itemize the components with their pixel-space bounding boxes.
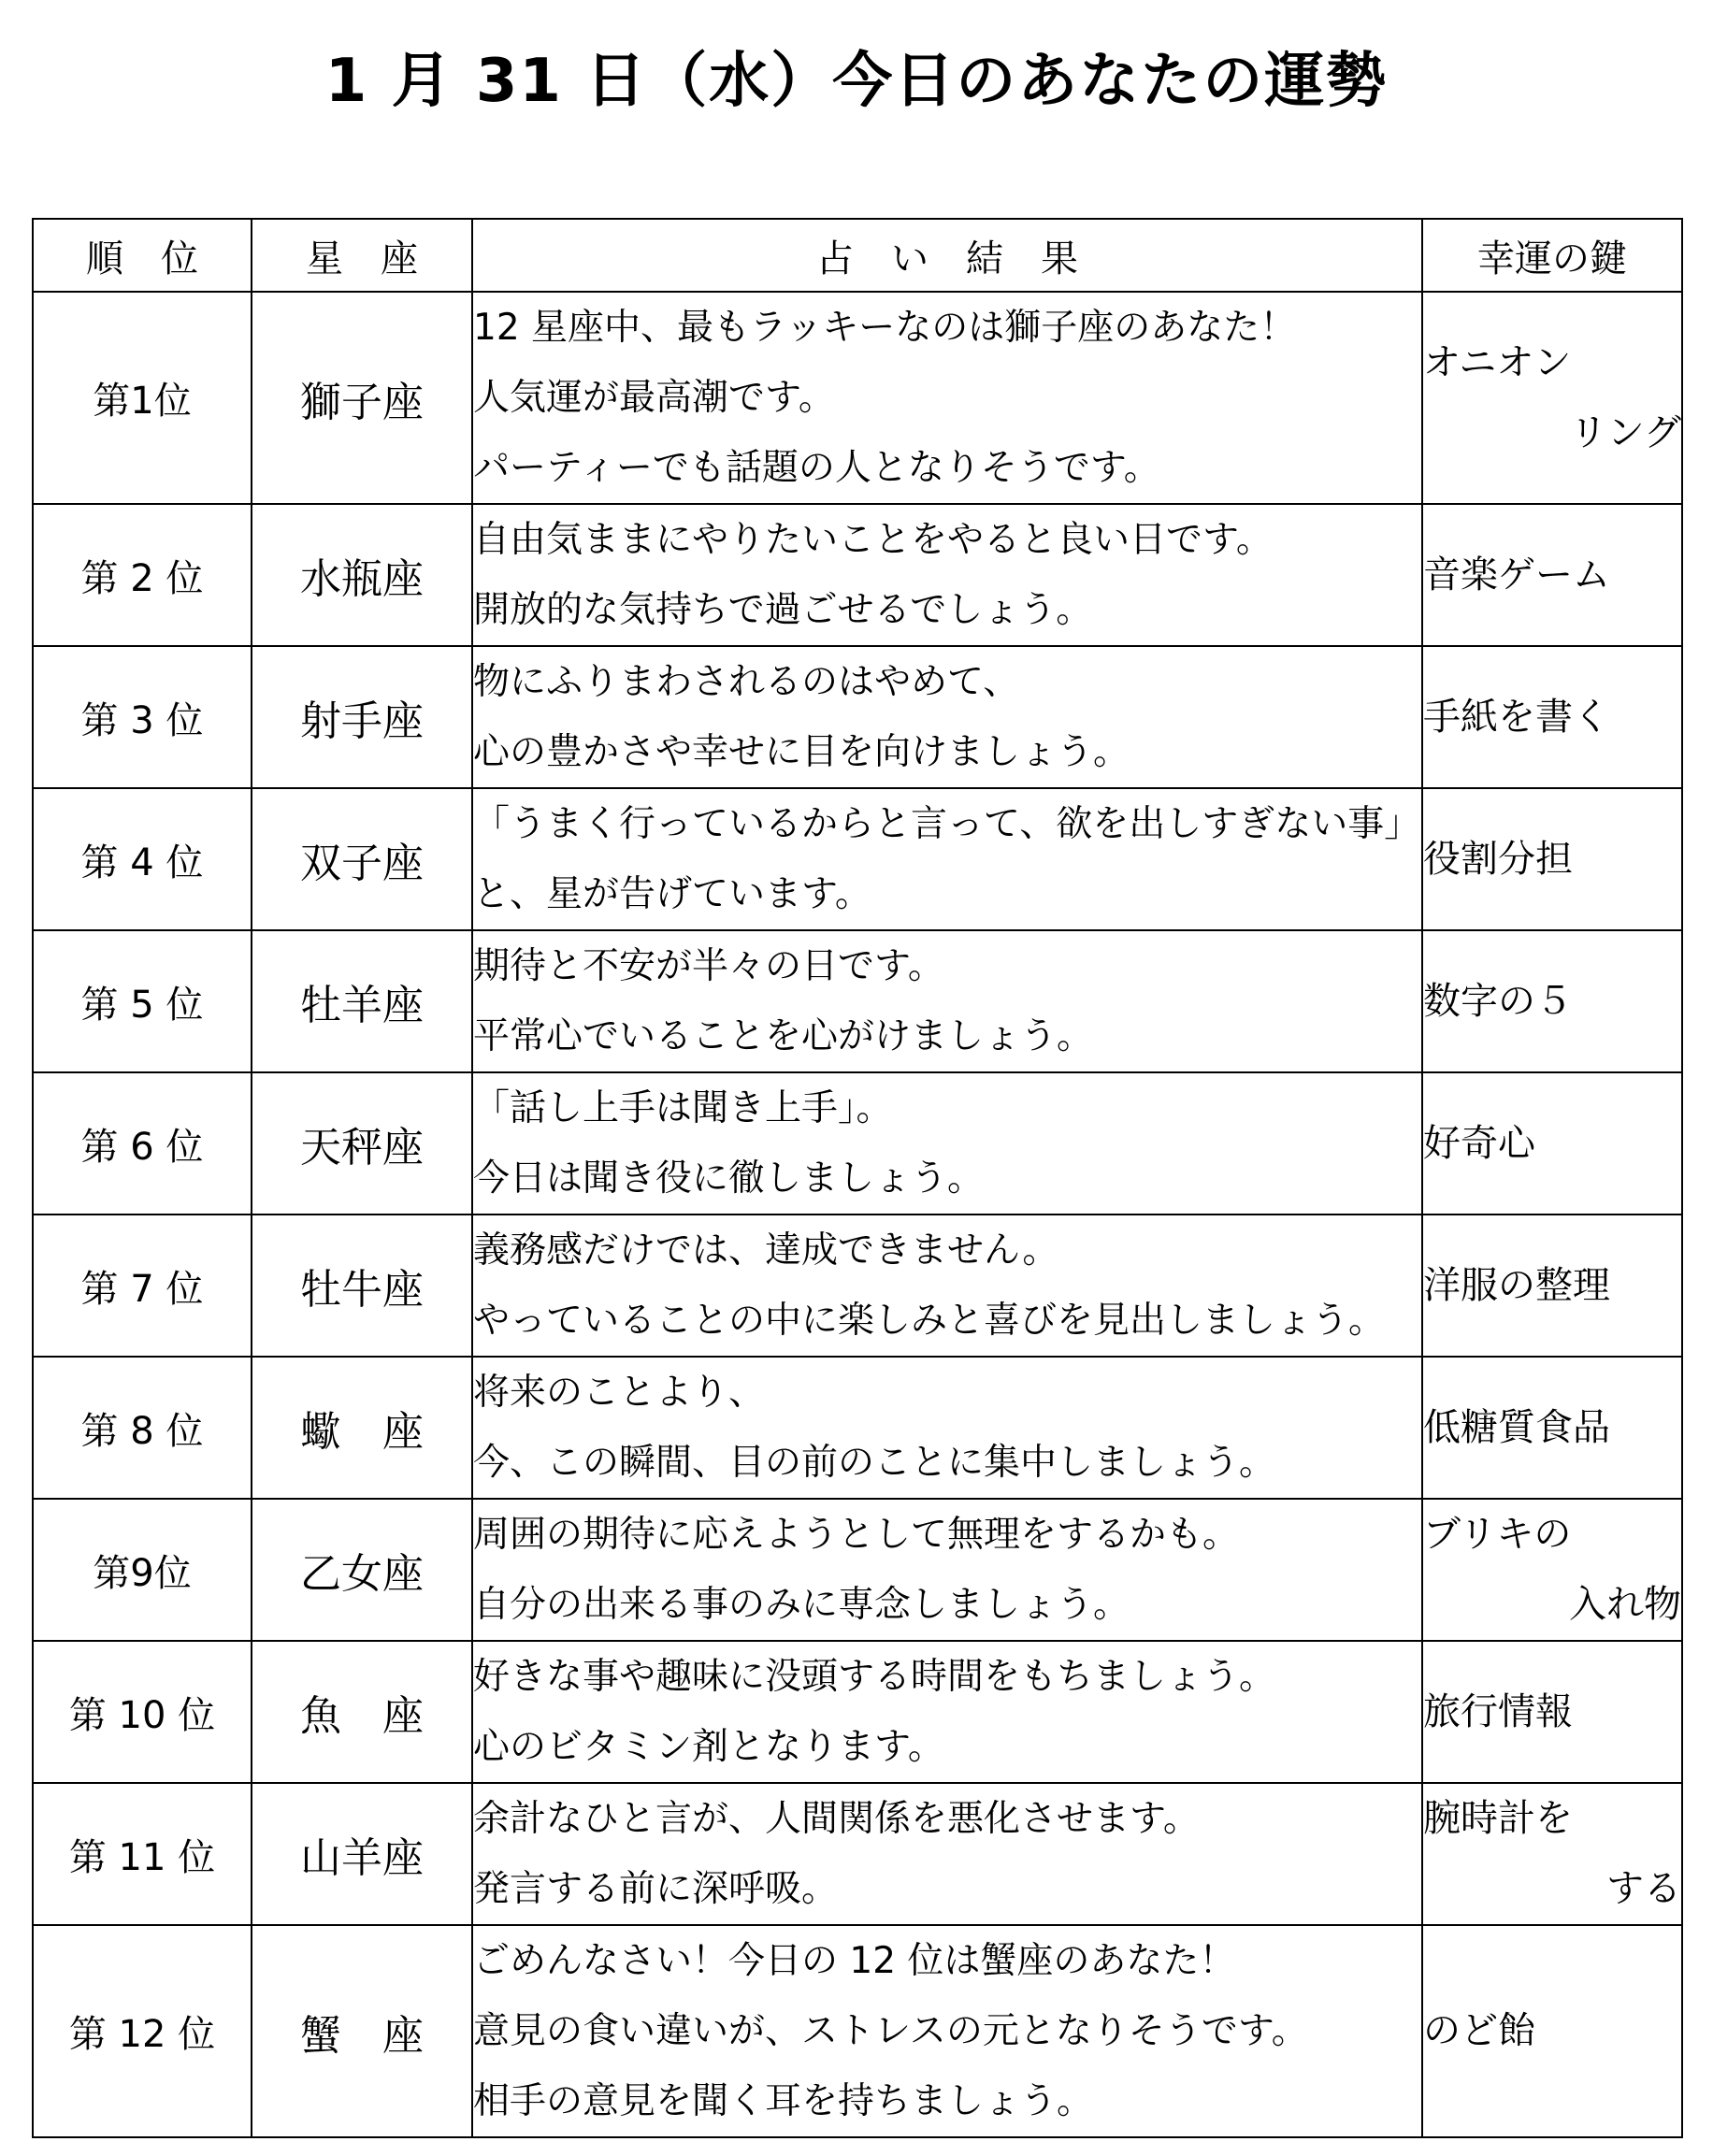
lucky-key-cell [1422, 1072, 1682, 1215]
header-sign: 星 座 [252, 219, 472, 292]
rank-cell: 第 4 位 [33, 788, 252, 930]
lucky-key-line: リング [1569, 410, 1681, 454]
rank-cell: 第 6 位 [33, 1072, 252, 1215]
fortune-result-line: と、星が告げています。 [473, 873, 871, 915]
table-row [33, 1215, 1682, 1357]
rank-cell: 第 5 位 [33, 930, 252, 1072]
table-body [33, 292, 1682, 2137]
table-row [33, 930, 1682, 1072]
lucky-key-cell [1422, 1925, 1682, 2137]
rank-cell: 第 3 位 [33, 646, 252, 788]
lucky-key-line: のど飴 [1423, 2009, 1535, 2052]
zodiac-sign-cell: 牡牛座 [252, 1215, 472, 1357]
fortune-result-line: 開放的な気持ちで過ごせるでしょう。 [473, 589, 1093, 631]
lucky-key-cell [1422, 504, 1682, 646]
rank-cell: 第 10 位 [33, 1641, 252, 1783]
lucky-key-cell [1422, 930, 1682, 1072]
fortune-result-cell [472, 1357, 1422, 1499]
lucky-key-cell [1422, 646, 1682, 788]
table-row [33, 1641, 1682, 1783]
lucky-key-line: 音楽ゲーム [1423, 553, 1610, 596]
lucky-key-line: 好奇心 [1423, 1121, 1535, 1165]
lucky-key-line: 旅行情報 [1423, 1689, 1573, 1733]
fortune-result-line: 心の豊かさや幸せに目を向けましょう。 [473, 731, 1130, 773]
fortune-result-line: 「うまく行っているからと言って、欲を出しすぎない事」 [473, 803, 1421, 845]
table-row [33, 646, 1682, 788]
lucky-key-cell [1422, 1215, 1682, 1357]
table-row [33, 1925, 1682, 2137]
fortune-result-line: 将来のことより、 [473, 1372, 766, 1414]
fortune-result-line: 自由気ままにやりたいことをやると良い日です。 [473, 519, 1273, 561]
rank-cell: 第 7 位 [33, 1215, 252, 1357]
fortune-result-line: 今日は聞き役に徹しましょう。 [473, 1157, 985, 1200]
fortune-result-cell [472, 504, 1422, 646]
fortune-result-line: 好きな事や趣味に没頭する時間をもちましょう。 [473, 1656, 1276, 1698]
lucky-key-line: 洋服の整理 [1423, 1263, 1610, 1307]
table-row [33, 292, 1682, 504]
fortune-result-line: 意見の食い違いが、ストレスの元となりそうです。 [473, 2010, 1308, 2052]
rank-cell: 第 11 位 [33, 1783, 252, 1925]
fortune-result-line: 義務感だけでは、達成できません。 [473, 1229, 1059, 1272]
fortune-result-cell [472, 1925, 1422, 2137]
table-row [33, 1072, 1682, 1215]
zodiac-sign-cell: 山羊座 [252, 1783, 472, 1925]
rank-cell: 第 12 位 [33, 1925, 252, 2137]
fortune-result-line: 余計なひと言が、人間関係を悪化させます。 [473, 1798, 1200, 1840]
zodiac-sign-cell: 水瓶座 [252, 504, 472, 646]
header-rank: 順 位 [33, 219, 252, 292]
table-row [33, 1499, 1682, 1641]
lucky-key-line: 腕時計を [1423, 1797, 1573, 1840]
fortune-result-line: 自分の出来る事のみに専念しましょう。 [473, 1584, 1130, 1626]
table-row [33, 504, 1682, 646]
fortune-result-line: 今、この瞬間、目の前のことに集中しましょう。 [473, 1442, 1276, 1484]
table-row [33, 1783, 1682, 1925]
lucky-key-line: 役割分担 [1423, 837, 1573, 881]
zodiac-sign-cell: 天秤座 [252, 1072, 472, 1215]
fortune-result-line: 人気運が最高潮です。 [473, 377, 835, 419]
fortune-result-line: ごめんなさい！今日の 12 位は蟹座のあなた！ [473, 1940, 1236, 1982]
rank-cell: 第 8 位 [33, 1357, 252, 1499]
zodiac-sign-cell: 乙女座 [252, 1499, 472, 1641]
fortune-result-line: 期待と不安が半々の日です。 [473, 945, 944, 987]
zodiac-sign-cell: 獅子座 [252, 292, 472, 504]
fortune-result-line: 発言する前に深呼吸。 [473, 1868, 839, 1910]
fortune-result-line: 相手の意見を聞く耳を持ちましょう。 [473, 2080, 1094, 2122]
lucky-key-cell [1422, 1357, 1682, 1499]
fortune-result-cell [472, 1641, 1422, 1783]
zodiac-sign-cell: 牡羊座 [252, 930, 472, 1072]
fortune-result-cell [472, 1215, 1422, 1357]
header-lucky-key: 幸運の鍵 [1422, 219, 1682, 292]
fortune-result-line: やっていることの中に楽しみと喜びを見出しましょう。 [473, 1300, 1386, 1342]
fortune-result-cell [472, 292, 1422, 504]
header-result: 占 い 結 果 [472, 219, 1422, 292]
lucky-key-line: オニオン [1423, 340, 1572, 384]
table-row [33, 1357, 1682, 1499]
rank-cell: 第9位 [33, 1499, 252, 1641]
page-title: 1 月 31 日（水）今日のあなたの運勢 [324, 47, 1389, 116]
zodiac-sign-cell: 蠍 座 [252, 1357, 472, 1499]
lucky-key-line: 手紙を書く [1423, 695, 1610, 739]
fortune-result-line: パーティーでも話題の人となりそうです。 [473, 447, 1160, 489]
fortune-result-line: 「話し上手は聞き上手」。 [473, 1087, 893, 1129]
lucky-key-line: する [1606, 1867, 1681, 1910]
lucky-key-line: 入れ物 [1569, 1583, 1681, 1626]
zodiac-sign-cell: 魚 座 [252, 1641, 472, 1783]
fortune-result-cell [472, 1499, 1422, 1641]
fortune-result-cell [472, 788, 1422, 930]
lucky-key-cell [1422, 788, 1682, 930]
lucky-key-cell [1422, 292, 1682, 504]
fortune-result-cell [472, 646, 1422, 788]
fortune-table [32, 218, 1683, 2138]
fortune-result-cell [472, 1072, 1422, 1215]
table-header-row [33, 219, 1682, 292]
zodiac-sign-cell: 蟹 座 [252, 1925, 472, 2137]
lucky-key-line: ブリキの [1423, 1513, 1572, 1556]
lucky-key-cell [1422, 1641, 1682, 1783]
fortune-result-line: 物にふりまわされるのはやめて、 [473, 661, 1020, 703]
lucky-key-cell [1422, 1499, 1682, 1641]
lucky-key-line: 数字の５ [1423, 979, 1573, 1023]
lucky-key-cell [1422, 1783, 1682, 1925]
fortune-result-line: 周囲の期待に応えようとして無理をするかも。 [473, 1514, 1240, 1556]
fortune-result-line: 12 星座中、最もラッキーなのは獅子座のあなた！ [473, 307, 1297, 349]
fortune-result-cell [472, 1783, 1422, 1925]
fortune-result-line: 平常心でいることを心がけましょう。 [473, 1015, 1094, 1057]
zodiac-sign-cell: 双子座 [252, 788, 472, 930]
fortune-result-line: 心のビタミン剤となります。 [473, 1726, 944, 1768]
zodiac-sign-cell: 射手座 [252, 646, 472, 788]
rank-cell: 第1位 [33, 292, 252, 504]
table-row [33, 788, 1682, 930]
lucky-key-line: 低糖質食品 [1423, 1405, 1610, 1449]
fortune-result-cell [472, 930, 1422, 1072]
rank-cell: 第 2 位 [33, 504, 252, 646]
